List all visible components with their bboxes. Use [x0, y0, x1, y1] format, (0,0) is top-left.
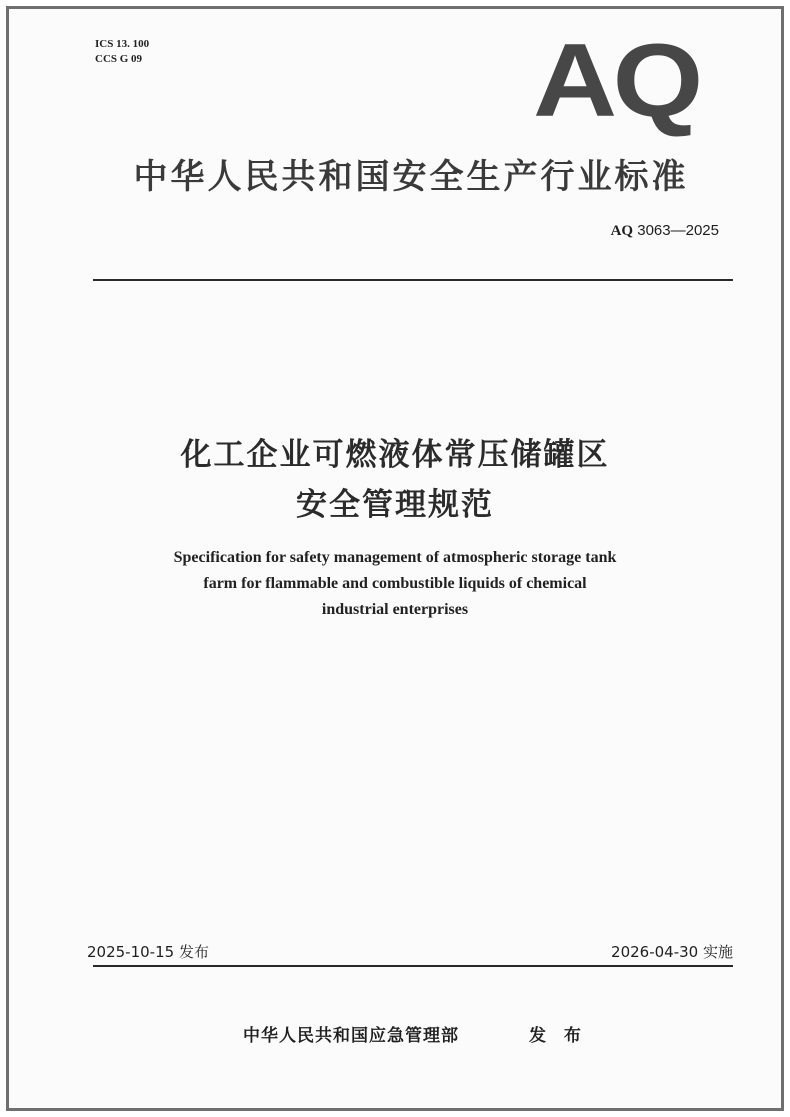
standard-number-value: 3063—2025: [637, 222, 719, 239]
top-divider: [93, 279, 733, 281]
english-title-line-1: Specification for safety management of atmospheric storage tank: [173, 549, 617, 566]
chinese-title-line-1: 化工企业可燃液体常压储罐区: [180, 437, 610, 473]
aq-logo: AQ: [533, 23, 699, 139]
ics-code: ICS 13. 100: [95, 38, 150, 50]
classification-codes: [95, 37, 149, 67]
standard-number-prefix: AQ: [610, 223, 634, 239]
chinese-title-line-2: 安全管理规范: [296, 487, 494, 523]
english-title-line-2: farm for flammable and combustible liquids of chemical: [203, 575, 587, 592]
bottom-divider: [93, 965, 733, 967]
standard-category-title: 中华人民共和国安全生产行业标准: [133, 157, 689, 197]
issue-date: 2025-10-15 发布: [87, 943, 209, 961]
implementation-date: 2026-04-30 实施: [611, 943, 733, 961]
standard-cover-page: [6, 6, 784, 1111]
publisher-name: 中华人民共和国应急管理部: [243, 1026, 459, 1046]
standard-number: [611, 222, 719, 240]
publish-label: 发 布: [529, 1026, 587, 1046]
ccs-code: CCS G 09: [95, 53, 143, 65]
english-title-line-3: industrial enterprises: [321, 601, 469, 618]
